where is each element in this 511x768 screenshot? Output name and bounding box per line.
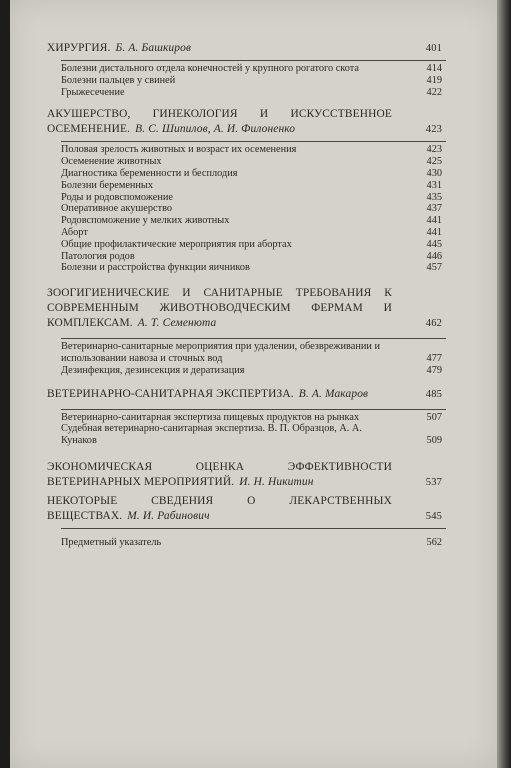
page-number: 441 — [426, 215, 442, 227]
list-item — [61, 192, 442, 204]
section-author: В. А. Макаров — [298, 387, 369, 400]
subsection-list — [61, 537, 442, 549]
item-text: Общие профилактические мероприятия при абортах — [61, 238, 292, 250]
list-item — [61, 239, 442, 251]
section-heading — [47, 387, 442, 402]
item-text: Предметный указатель — [61, 536, 162, 548]
table-of-contents — [47, 41, 442, 549]
page-number: 431 — [426, 179, 442, 191]
section-author: М. И. Рабинович — [127, 509, 210, 522]
page-number: 430 — [426, 167, 442, 179]
page-number: 437 — [426, 203, 442, 215]
section-title: НЕКОТОРЫЕ СВЕДЕНИЯ О ЛЕКАРСТВЕННЫХ ВЕЩЕСТВАХ. — [47, 494, 392, 522]
page-number: 562 — [426, 536, 442, 548]
section-author: А. Т. Семенюта — [137, 317, 217, 330]
item-text: Половая зрелость животных и возраст их осеменения — [61, 144, 297, 156]
page-number: 419 — [426, 74, 442, 86]
page-number: 462 — [425, 318, 442, 330]
page-number: 457 — [426, 262, 442, 274]
page-number: 423 — [425, 124, 442, 136]
list-item — [61, 156, 442, 168]
section-title: АКУШЕРСТВО, ГИНЕКОЛОГИЯ И ИСКУССТВЕННОЕ ОСЕМЕНЕНИЕ. — [47, 108, 392, 136]
section-rule — [61, 338, 446, 339]
page-number: 414 — [426, 63, 442, 74]
item-text: Диагностика беременности и бесплодия — [61, 167, 238, 179]
toc-section-obstetrics — [47, 107, 442, 274]
section-rule — [61, 141, 446, 142]
item-text: Болезни дистального отдела конечностей у крупного рогатого скота — [61, 63, 359, 74]
section-author: И. Н. Никитин — [239, 475, 314, 488]
page-number: 425 — [426, 156, 442, 168]
page-edge — [497, 0, 511, 768]
subsection-list — [61, 144, 442, 274]
page-number: 477 — [426, 352, 442, 364]
item-text: Оперативное акушерство — [61, 203, 173, 215]
page-number: 479 — [426, 364, 442, 376]
item-text: Патология родов — [61, 250, 135, 262]
list-item — [61, 365, 442, 377]
page-number: 445 — [426, 238, 442, 250]
item-text: Аборт — [61, 226, 88, 238]
page-number: 509 — [426, 435, 442, 447]
item-text: Дезинфекция, дезинсекция и дератизация — [61, 364, 245, 376]
item-text: Осеменение животных — [61, 156, 162, 168]
list-item — [61, 251, 442, 263]
list-item — [61, 262, 442, 274]
section-author: В. С. Шипилов, А. И. Филоненко — [135, 123, 296, 136]
list-item — [61, 537, 442, 549]
section-title: ЗООГИГИЕНИЧЕСКИЕ И САНИТАРНЫЕ ТРЕБОВАНИЯ К СОВРЕМЕННЫМ ЖИВОТНОВОДЧЕСКИМ ФЕРМАМ И КОМПЛЕКСАМ. — [47, 287, 392, 330]
section-heading — [47, 107, 442, 137]
page-number: 545 — [425, 510, 442, 522]
toc-section-zoohygiene — [47, 286, 442, 376]
page-number: 446 — [426, 250, 442, 262]
subsection-list — [61, 412, 442, 447]
item-text: Роды и родовспоможение — [61, 191, 173, 203]
list-item — [61, 412, 442, 424]
item-text: Болезни беременных — [61, 179, 153, 191]
toc-section-surgery — [47, 41, 442, 98]
section-heading — [47, 286, 442, 331]
page-number: 401 — [425, 43, 442, 54]
section-heading — [47, 460, 442, 490]
section-rule — [61, 409, 446, 410]
page-number: 423 — [426, 144, 442, 156]
page-number: 537 — [425, 476, 442, 488]
section-title: ЭКОНОМИЧЕСКАЯ ОЦЕНКА ЭФФЕКТИВНОСТИ ВЕТЕРИНАРНЫХ МЕРОПРИЯТИЙ. — [47, 460, 392, 488]
item-text: Болезни и расстройства функции яичников — [61, 262, 250, 274]
toc-section-vet-expertise — [47, 387, 442, 447]
list-item — [61, 423, 442, 447]
page-number: 441 — [426, 226, 442, 238]
section-rule — [61, 528, 446, 529]
page-number: 422 — [426, 86, 442, 98]
list-item — [61, 215, 442, 227]
section-title: ВЕТЕРИНАРНО-САНИТАРНАЯ ЭКСПЕРТИЗА. — [47, 387, 294, 400]
item-text: Болезни пальцев у свиней — [61, 74, 176, 86]
list-item — [61, 341, 442, 365]
item-text: Грыжесечение — [61, 86, 125, 98]
list-item — [61, 180, 442, 192]
page-number: 507 — [426, 411, 442, 423]
list-item — [61, 168, 442, 180]
toc-section-economics — [47, 460, 442, 490]
section-heading — [47, 41, 442, 56]
section-title: ХИРУРГИЯ. — [47, 42, 111, 54]
section-author: Б. А. Башкиров — [115, 42, 192, 54]
page-number: 435 — [426, 191, 442, 203]
item-text: Ветеринарно-санитарные мероприятия при удалении, обезвреживании и использовании навоза и сточных вод — [61, 341, 380, 364]
toc-section-drugs — [47, 494, 442, 549]
list-item — [61, 144, 442, 156]
list-item — [61, 75, 442, 87]
section-rule — [61, 60, 446, 61]
list-item — [61, 203, 442, 215]
page-number: 485 — [425, 388, 442, 400]
subsection-list — [61, 341, 442, 376]
item-text: Ветеринарно-санитарная экспертиза пищевых продуктов на рынках — [61, 411, 360, 423]
subsection-list — [61, 63, 442, 98]
list-item — [61, 227, 442, 239]
item-text: Родовспоможение у мелких животных — [61, 215, 230, 227]
section-heading — [47, 494, 442, 524]
item-text: Судебная ветеринарно-санитарная экспертиза. В. П. Образцов, А. А. Кунаков — [61, 423, 362, 447]
list-item — [61, 63, 442, 75]
list-item — [61, 87, 442, 99]
